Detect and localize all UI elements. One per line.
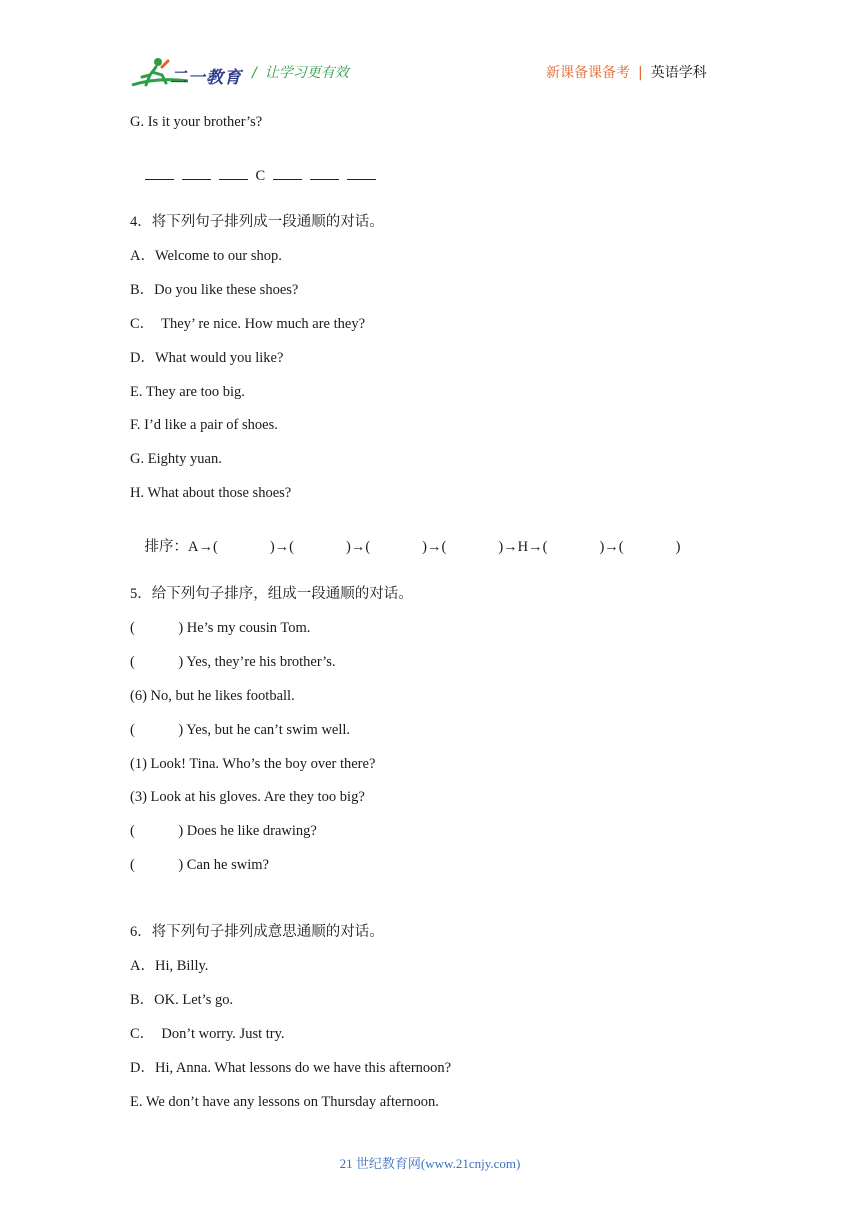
q4-option: D．What would you like? bbox=[130, 350, 284, 366]
q5-item: ( ) Yes, they’re his brother’s. bbox=[130, 654, 336, 670]
q5-item: ( ) Yes, but he can’t swim well. bbox=[130, 722, 351, 738]
q4-option: B．Do you like these shoes? bbox=[130, 282, 299, 298]
answer-blank bbox=[347, 167, 376, 180]
q4-title: 4．将下列句子排列成一段通顺的对话。 bbox=[130, 214, 384, 230]
answer-blank bbox=[273, 167, 302, 180]
q6-option: D．Hi, Anna. What lessons do we have this afternoon? bbox=[130, 1060, 452, 1076]
page-footer: 21 世纪教育网(www.21cnjy.com) bbox=[339, 1156, 521, 1171]
q6-option: A．Hi, Billy. bbox=[130, 958, 209, 974]
q4-order-line bbox=[130, 517, 680, 577]
q6-title: 6．将下列句子排列成意思通顺的对话。 bbox=[130, 924, 384, 940]
answer-blank bbox=[145, 167, 174, 180]
header-tag-course: 新课备课备考 bbox=[546, 65, 630, 81]
logo-text: 二一教育 bbox=[170, 68, 242, 88]
q5-item: ( ) Does he like drawing? bbox=[130, 823, 317, 839]
order-sep: )→( bbox=[269, 539, 294, 555]
q5-item: (3) Look at his gloves. Are they too big? bbox=[130, 789, 365, 805]
q4-option: E. They are too big. bbox=[130, 384, 245, 400]
q3-option-g: G. Is it your brother’s? bbox=[130, 114, 263, 130]
q5-item: ( ) Can he swim? bbox=[130, 857, 269, 873]
answer-blank bbox=[182, 167, 211, 180]
slogan: / 让学习更有效 bbox=[252, 65, 349, 81]
order-sep: )→H→( bbox=[498, 539, 548, 555]
slogan-text: 让学习更有效 bbox=[264, 65, 349, 81]
answer-blank bbox=[219, 167, 248, 180]
q4-option: C． They’ re nice. How much are they? bbox=[130, 316, 366, 332]
q3-answer-line bbox=[130, 146, 384, 206]
order-sep: )→( bbox=[599, 539, 624, 555]
q5-item: (6) No, but he likes football. bbox=[130, 688, 295, 704]
q5-item: (1) Look! Tina. Who’s the boy over there? bbox=[130, 756, 376, 772]
q6-option: E. We don’t have any lessons on Thursday afternoon. bbox=[130, 1094, 439, 1110]
order-sep: )→( bbox=[422, 539, 447, 555]
answer-letter: C bbox=[255, 168, 266, 184]
answer-blank bbox=[310, 167, 339, 180]
q5-item: ( ) He’s my cousin Tom. bbox=[130, 620, 311, 636]
header-tag-subject: 英语学科 bbox=[650, 65, 707, 81]
q4-option: A．Welcome to our shop. bbox=[130, 248, 282, 264]
q6-option: B．OK. Let’s go. bbox=[130, 992, 234, 1008]
order-label: 排序：A→( bbox=[144, 539, 218, 555]
header-divider: | bbox=[638, 65, 643, 81]
page-header bbox=[0, 0, 860, 100]
q5-title: 5．给下列句子排序，组成一段通顺的对话。 bbox=[130, 586, 413, 602]
header-tags bbox=[546, 62, 707, 82]
q4-option: H. What about those shoes? bbox=[130, 485, 292, 501]
q6-option: C． Don’t worry. Just try. bbox=[130, 1026, 285, 1042]
q4-option: G. Eighty yuan. bbox=[130, 451, 222, 467]
order-sep: ) bbox=[675, 539, 681, 555]
order-sep: )→( bbox=[345, 539, 371, 555]
q4-option: F. I’d like a pair of shoes. bbox=[130, 417, 278, 433]
